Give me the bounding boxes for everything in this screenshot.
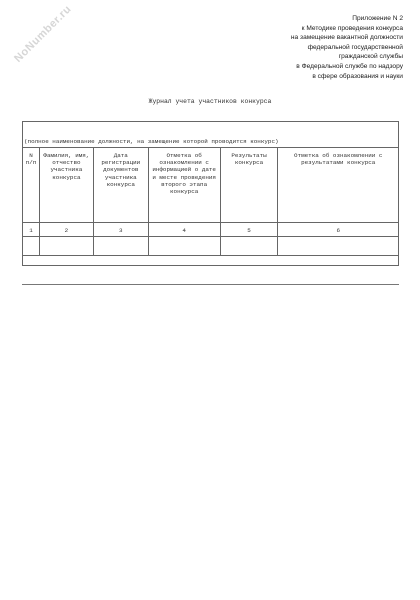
appendix-line: в Федеральной службе по надзору: [296, 62, 403, 70]
col-header-fullname: Фамилия, имя, отчество участника конкурса: [39, 148, 93, 223]
col-header-stage2-notice: Отметка об ознакомлении с информацией о дате и месте проведения второго этапа конкурса: [148, 148, 220, 223]
participants-table: [22, 147, 399, 256]
column-number: 1: [23, 223, 40, 237]
table-cell: [39, 237, 93, 256]
column-number: 5: [220, 223, 278, 237]
journal-title: Журнал учета участников конкурса: [148, 98, 272, 105]
table-cell: [93, 237, 148, 256]
col-header-results-notice: Отметка об ознакомлении с результатами конкурса: [278, 148, 399, 223]
table-row: [23, 237, 399, 256]
table-header-row: [23, 148, 399, 223]
appendix-line: федеральной государственной: [307, 43, 403, 51]
appendix-line: в сфере образования и науки: [312, 72, 403, 80]
bottom-rule: [22, 284, 399, 285]
column-number: 4: [148, 223, 220, 237]
table-row: [23, 223, 399, 237]
col-header-registration-date: Дата регистрации документов участника конкурса: [93, 148, 148, 223]
appendix-line: к Методике проведения конкурса: [301, 24, 403, 32]
appendix-line: на замещение вакантной должности: [290, 34, 403, 42]
column-number: 6: [278, 223, 399, 237]
appendix-line: гражданской службы: [338, 53, 403, 61]
column-number: 3: [93, 223, 148, 237]
table-cell: [278, 237, 399, 256]
table-cell: [23, 237, 40, 256]
position-line: (полное наименование должности, на замещение которой проводится конкурс): [24, 138, 279, 145]
col-header-results: Результаты конкурса: [220, 148, 278, 223]
appendix-line: Приложение N 2: [352, 15, 403, 22]
column-number: 2: [39, 223, 93, 237]
watermark: NoNumber.ru: [12, 3, 74, 65]
col-header-number: N п/п: [23, 148, 40, 223]
appendix-header: [203, 14, 403, 81]
table-cell: [220, 237, 278, 256]
table-cell: [148, 237, 220, 256]
